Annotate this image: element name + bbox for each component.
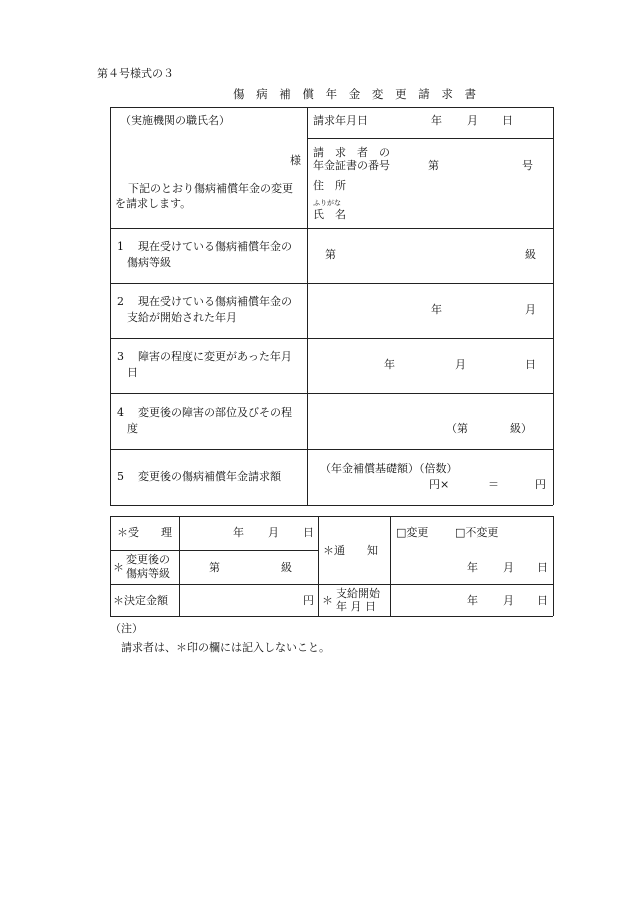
item-2-label-line2: 支給が開始された年月	[127, 311, 237, 324]
notice-option-changed[interactable]: □変更	[396, 526, 429, 539]
item-1-kyu: 級	[525, 248, 536, 261]
item-3-month: 月	[455, 358, 466, 371]
claimant-cert-label-line2: 年金証書の番号	[313, 159, 390, 172]
item-1-label-line2: 傷病等級	[127, 256, 171, 269]
item-2-year: 年	[431, 303, 442, 316]
changed-grade-label-line1: 変更後の	[126, 553, 170, 566]
decided-amount-yen: 円	[303, 594, 314, 607]
item-1-dai: 第	[325, 248, 336, 261]
changed-grade-star: ＊	[113, 561, 124, 574]
item-2-label-line1: 現在受けている傷病補償年金の	[138, 295, 292, 308]
item-4-label-line1: 変更後の障害の部位及びその程	[138, 406, 292, 419]
grade-kyu: 級	[281, 561, 292, 574]
item-5-label: 変更後の傷病補償年金請求額	[138, 470, 281, 483]
notice-option-unchanged[interactable]: □不変更	[455, 526, 499, 539]
item-3-year: 年	[384, 358, 395, 371]
item-1-number: 1	[117, 240, 124, 253]
item-3-label-line1: 障害の程度に変更があった年月	[138, 350, 292, 363]
receipt-year: 年	[233, 526, 244, 539]
notes-text: 請求者は、＊印の欄には記入しないこと。	[121, 641, 330, 654]
form-number: 第４号様式の３	[97, 67, 174, 80]
request-text-line1: 下記のとおり傷病補償年金の変更	[128, 182, 293, 195]
notice-label: ＊通 知	[323, 544, 378, 557]
item-4-label-line2: 度	[127, 422, 138, 435]
notice-month: 月	[503, 561, 514, 574]
item-2-month: 月	[525, 303, 536, 316]
name-label: 氏 名	[313, 208, 346, 221]
payment-year: 年	[467, 594, 478, 607]
cert-go: 号	[522, 159, 533, 172]
item-2-number: 2	[117, 295, 124, 308]
receipt-day: 日	[303, 526, 314, 539]
request-date-day: 日	[502, 114, 513, 127]
decided-amount-label: ＊決定金額	[113, 594, 168, 607]
item-3-label-line2: 日	[127, 366, 138, 379]
item-1-label-line1: 現在受けている傷病補償年金の	[138, 240, 292, 253]
item-5-yen: 円	[535, 478, 546, 491]
furigana-label: ふりがな	[313, 199, 341, 207]
request-text-line2: を請求します。	[115, 197, 192, 210]
notice-year: 年	[467, 561, 478, 574]
item-5-yen-times: 円×	[429, 478, 450, 491]
item-5-equals: ＝	[488, 478, 499, 491]
notice-day: 日	[537, 561, 548, 574]
payment-day: 日	[537, 594, 548, 607]
item-4-kyu: 級）	[510, 422, 532, 435]
request-date-label: 請求年月日	[313, 114, 368, 127]
request-date-year: 年	[431, 114, 442, 127]
changed-grade-label-line2: 傷病等級	[126, 567, 170, 580]
item-3-number: 3	[117, 350, 124, 363]
payment-month: 月	[503, 594, 514, 607]
item-5-calc-label: （年金補償基礎額）（倍数）	[320, 462, 458, 475]
item-4-dai: （第	[446, 422, 468, 435]
claimant-cert-label-line1: 請 求 者 の	[313, 146, 390, 159]
address-label: 住 所	[313, 179, 346, 192]
agency-label: （実施機関の職氏名）	[120, 114, 230, 127]
item-3-day: 日	[525, 358, 536, 371]
notes-heading: （注）	[110, 622, 143, 635]
cert-dai: 第	[428, 159, 439, 172]
payment-start-star: ＊	[322, 594, 333, 607]
receipt-month: 月	[268, 526, 279, 539]
grade-dai: 第	[209, 561, 220, 574]
request-date-month: 月	[467, 114, 478, 127]
sama-label: 様	[290, 154, 301, 167]
form-title: 傷 病 補 償 年 金 変 更 請 求 書	[233, 87, 481, 101]
payment-start-label-line1: 支給開始	[336, 587, 380, 600]
item-4-number: 4	[117, 406, 124, 419]
payment-start-label-line2: 年 月 日	[336, 600, 376, 613]
item-5-number: 5	[117, 470, 124, 483]
receipt-label: ＊受 理	[117, 526, 172, 539]
